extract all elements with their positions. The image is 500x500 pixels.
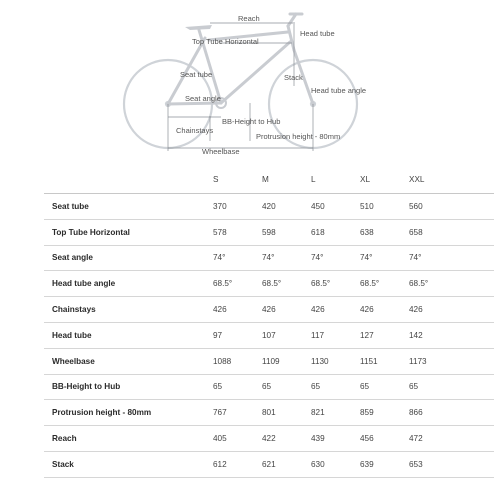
row-value-xl: 65	[360, 382, 370, 392]
row-value-l: 426	[311, 305, 325, 315]
row-value-l: 1130	[311, 356, 329, 366]
row-value-s: 97	[213, 330, 223, 340]
row-value-xl: 639	[360, 459, 374, 469]
row-value-m: 1109	[262, 356, 280, 366]
row-value-xxl: 866	[409, 408, 423, 418]
bike-geometry-drawing	[0, 0, 500, 170]
row-label: Head tube	[52, 330, 92, 340]
row-value-xl: 859	[360, 408, 374, 418]
row-value-m: 621	[262, 459, 276, 469]
row-value-s: 612	[213, 459, 227, 469]
table-row	[44, 349, 494, 375]
row-label: Stack	[52, 459, 74, 469]
row-label: Head tube angle	[52, 279, 116, 289]
row-label: Wheelbase	[52, 356, 95, 366]
row-value-s: 65	[213, 382, 223, 392]
row-value-m: 107	[262, 330, 276, 340]
row-value-m: 65	[262, 382, 272, 392]
table-row	[44, 375, 494, 401]
row-value-s: 370	[213, 201, 227, 211]
table-row	[44, 271, 494, 297]
table-row	[44, 194, 494, 220]
row-value-m: 74°	[262, 253, 275, 263]
row-value-m: 422	[262, 434, 276, 444]
table-row	[44, 323, 494, 349]
row-value-l: 618	[311, 227, 325, 237]
row-label: Top Tube Horizontal	[52, 227, 130, 237]
label-reach: Reach	[238, 14, 260, 23]
row-label: Chainstays	[52, 305, 96, 315]
row-value-l: 821	[311, 408, 325, 418]
row-value-xxl: 653	[409, 459, 423, 469]
label-seat-angle: Seat angle	[185, 94, 221, 103]
row-value-xxl: 658	[409, 227, 423, 237]
row-value-xl: 1151	[360, 356, 378, 366]
table-row	[44, 400, 494, 426]
table-row	[44, 426, 494, 452]
row-value-xxl: 142	[409, 330, 423, 340]
size-header-xl: XL	[360, 175, 371, 184]
row-value-l: 117	[311, 330, 325, 340]
row-value-l: 450	[311, 201, 325, 211]
row-value-m: 426	[262, 305, 276, 315]
label-seat-tube: Seat tube	[180, 70, 213, 79]
table-row	[44, 297, 494, 323]
geometry-diagram	[0, 0, 500, 170]
row-value-m: 801	[262, 408, 276, 418]
row-value-l: 630	[311, 459, 325, 469]
row-value-l: 68.5°	[311, 279, 331, 289]
label-chainstays: Chainstays	[176, 126, 214, 135]
row-label: BB-Height to Hub	[52, 382, 121, 392]
table-body	[44, 194, 494, 478]
row-value-s: 68.5°	[213, 279, 233, 289]
row-value-xxl: 426	[409, 305, 423, 315]
table-row	[44, 220, 494, 246]
size-header-l: L	[311, 175, 316, 184]
row-label: Protrusion height - 80mm	[52, 408, 152, 418]
label-head-tube-angle: Head tube angle	[311, 86, 367, 95]
row-value-xl: 127	[360, 330, 374, 340]
label-head-tube: Head tube	[300, 29, 335, 38]
row-value-s: 767	[213, 408, 227, 418]
row-value-m: 68.5°	[262, 279, 282, 289]
row-value-s: 1088	[213, 356, 232, 366]
row-value-xxl: 560	[409, 201, 423, 211]
row-value-l: 439	[311, 434, 325, 444]
row-value-xl: 638	[360, 227, 374, 237]
label-stack: Stack	[284, 73, 303, 82]
row-value-xl: 456	[360, 434, 374, 444]
row-value-m: 420	[262, 201, 276, 211]
size-header-m: M	[262, 175, 269, 184]
row-value-xxl: 68.5°	[409, 279, 429, 289]
label-bb-height-to-hub: BB-Height to Hub	[222, 117, 281, 126]
row-value-s: 426	[213, 305, 227, 315]
label-wheelbase: Wheelbase	[202, 147, 240, 156]
table-row	[44, 452, 494, 478]
row-value-s: 578	[213, 227, 227, 237]
row-label: Reach	[52, 434, 77, 444]
saddle	[185, 25, 212, 30]
row-value-xxl: 472	[409, 434, 423, 444]
row-value-l: 74°	[311, 253, 324, 263]
table-row	[44, 246, 494, 272]
row-value-xxl: 74°	[409, 253, 422, 263]
row-value-xl: 510	[360, 201, 374, 211]
size-header-xxl: XXL	[409, 175, 425, 184]
label-protrusion-height: Protrusion height - 80mm	[256, 132, 341, 141]
size-header-row	[44, 166, 494, 194]
label-top-tube-horizontal: Top Tube Horizontal	[192, 37, 259, 46]
row-value-l: 65	[311, 382, 321, 392]
row-value-xl: 426	[360, 305, 374, 315]
row-label: Seat angle	[52, 253, 93, 263]
row-value-xxl: 65	[409, 382, 419, 392]
row-value-xl: 68.5°	[360, 279, 380, 289]
row-value-xxl: 1173	[409, 356, 427, 366]
row-label: Seat tube	[52, 201, 89, 211]
row-value-s: 74°	[213, 253, 226, 263]
size-header-s: S	[213, 175, 219, 184]
row-value-s: 405	[213, 434, 227, 444]
geometry-table	[44, 166, 494, 478]
row-value-m: 598	[262, 227, 276, 237]
row-value-xl: 74°	[360, 253, 373, 263]
